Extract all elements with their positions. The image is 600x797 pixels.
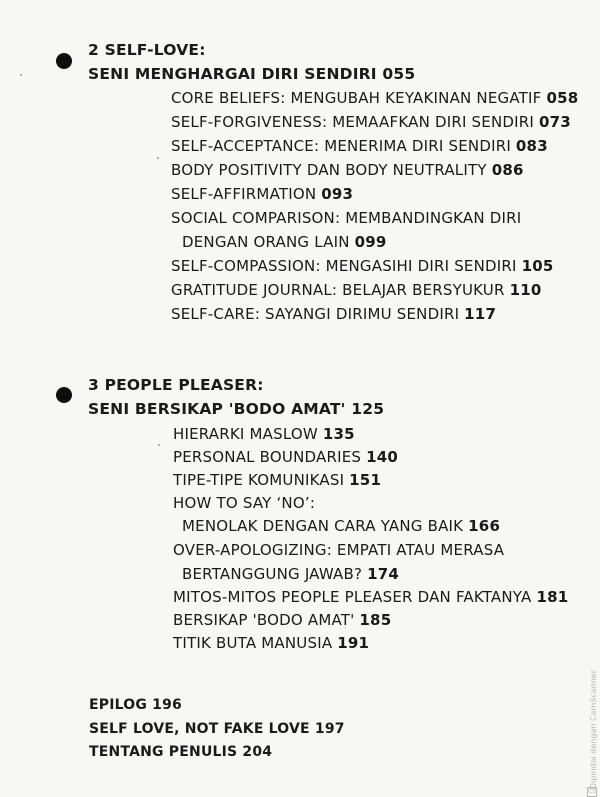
toc-entry: OVER-APOLOGIZING: EMPATI ATAU MERASA xyxy=(173,541,505,559)
toc-entry-continued: BERTANGGUNG JAWAB? 174 xyxy=(182,565,400,583)
section-heading: 3 PEOPLE PLEASER: xyxy=(88,376,264,394)
section-subtitle: SENI MENGHARGAI DIRI SENDIRI 055 xyxy=(88,65,416,83)
scan-speck xyxy=(20,74,22,76)
toc-entry: SELF-COMPASSION: MENGASIHI DIRI SENDIRI 105 xyxy=(171,257,554,275)
section-bullet xyxy=(56,387,72,403)
scan-speck xyxy=(157,157,159,159)
back-matter-entry: EPILOG 196 xyxy=(89,697,182,713)
toc-entry: SOCIAL COMPARISON: MEMBANDINGKAN DIRI xyxy=(171,209,522,227)
section-bullet xyxy=(56,53,72,69)
toc-entry: PERSONAL BOUNDARIES 140 xyxy=(173,448,398,466)
toc-entry: SELF-CARE: SAYANGI DIRIMU SENDIRI 117 xyxy=(171,305,497,323)
toc-entry-continued: DENGAN ORANG LAIN 099 xyxy=(182,233,387,251)
toc-entry: SELF-FORGIVENESS: MEMAAFKAN DIRI SENDIRI 073 xyxy=(171,113,571,131)
toc-entry: MITOS-MITOS PEOPLE PLEASER DAN FAKTANYA 181 xyxy=(173,588,569,606)
toc-entry: TIPE-TIPE KOMUNIKASI 151 xyxy=(173,471,382,489)
camscanner-logo-icon: CS xyxy=(588,788,596,795)
toc-entry: HOW TO SAY ‘NO’: xyxy=(173,494,316,512)
back-matter-entry: SELF LOVE, NOT FAKE LOVE 197 xyxy=(89,721,345,737)
toc-entry: CORE BELIEFS: MENGUBAH KEYAKINAN NEGATIF 058 xyxy=(171,89,579,107)
toc-entry: GRATITUDE JOURNAL: BELAJAR BERSYUKUR 110 xyxy=(171,281,542,299)
toc-entry: SELF-ACCEPTANCE: MENERIMA DIRI SENDIRI 083 xyxy=(171,137,548,155)
back-matter-entry: TENTANG PENULIS 204 xyxy=(89,744,273,760)
toc-entry-continued: MENOLAK DENGAN CARA YANG BAIK 166 xyxy=(182,517,501,535)
scan-speck xyxy=(158,444,160,446)
toc-entry: TITIK BUTA MANUSIA 191 xyxy=(173,634,370,652)
toc-entry: BODY POSITIVITY DAN BODY NEUTRALITY 086 xyxy=(171,161,524,179)
toc-entry: BERSIKAP 'BODO AMAT' 185 xyxy=(173,611,392,629)
section-subtitle: SENI BERSIKAP 'BODO AMAT' 125 xyxy=(88,400,385,418)
toc-entry: HIERARKI MASLOW 135 xyxy=(173,425,355,443)
toc-entry: SELF-AFFIRMATION 093 xyxy=(171,185,354,203)
section-heading: 2 SELF-LOVE: xyxy=(88,41,206,59)
scanner-watermark: Dipindai dengan CamScanner xyxy=(589,669,598,789)
